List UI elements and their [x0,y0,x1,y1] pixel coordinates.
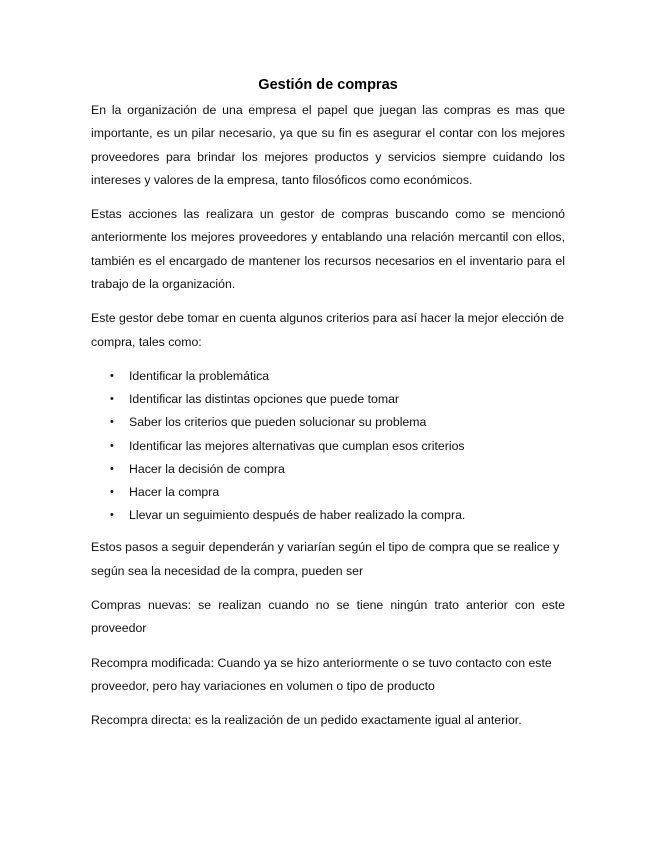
bullet-icon: • [110,369,114,382]
list-item [91,411,565,434]
list-item-text: Hacer la decisión de compra [129,461,285,476]
new-purchase-paragraph: Compras nuevas: se realizan cuando no se tiene ningún trato anterior con este proveedor [91,597,565,636]
list-item [91,388,565,411]
list-item [91,435,565,458]
list-item [91,365,565,388]
steps-paragraph: Estos pasos a seguir dependerán y variarían según el tipo de compra que se realice y según sea la necesidad de la compra, pueden ser [91,540,560,578]
page-title: Gestión de compras [258,77,398,93]
bullet-icon: • [110,485,114,498]
bullet-icon: • [110,462,114,475]
list-item-text: Llevar un seguimiento después de haber realizado la compra. [129,508,466,523]
direct-rebuy-paragraph: Recompra directa: es la realización de un pedido exactamente igual al anterior. [91,713,522,728]
list-item [91,504,565,527]
criteria-list [91,365,565,527]
list-item-text: Hacer la compra [129,484,220,499]
list-item [91,481,565,504]
bullet-icon: • [110,439,114,452]
list-item-text: Identificar las mejores alternativas que cumplan esos criterios [129,438,465,453]
list-item-text: Saber los criterios que pueden solucionar su problema [129,415,427,430]
criteria-intro-paragraph: Este gestor debe tomar en cuenta algunos criterios para así hacer la mejor elección de compra, tales como: [91,311,565,349]
list-item-text: Identificar las distintas opciones que puede tomar [129,392,400,407]
bullet-icon: • [110,416,114,429]
intro-paragraph: En la organización de una empresa el papel que juegan las compras es mas que importante, es un pilar necesario, ya que su fin es asegurar el contar con los mejores proveedores para brindar los mejores productos y servicios siempre cuidando los intereses y valores de la empresa, tanto filosóficos como económicos. [91,103,565,187]
list-item [91,458,565,481]
document-body [91,76,565,743]
bullet-icon: • [110,393,114,406]
manager-paragraph: Estas acciones las realizara un gestor de compras buscando como se mencionó anteriormente los mejores proveedores y entablando una relación mercantil con ellos, también es el encargado de mantener los recursos necesarios en el inventario para el trabajo de la organización. [91,207,565,292]
modified-rebuy-paragraph: Recompra modificada: Cuando ya se hizo anteriormente o se tuvo contacto con este proveedor, pero hay variaciones en volumen o tipo de producto [91,655,552,693]
bullet-icon: • [110,509,114,522]
list-item-text: Identificar la problemática [129,368,270,383]
